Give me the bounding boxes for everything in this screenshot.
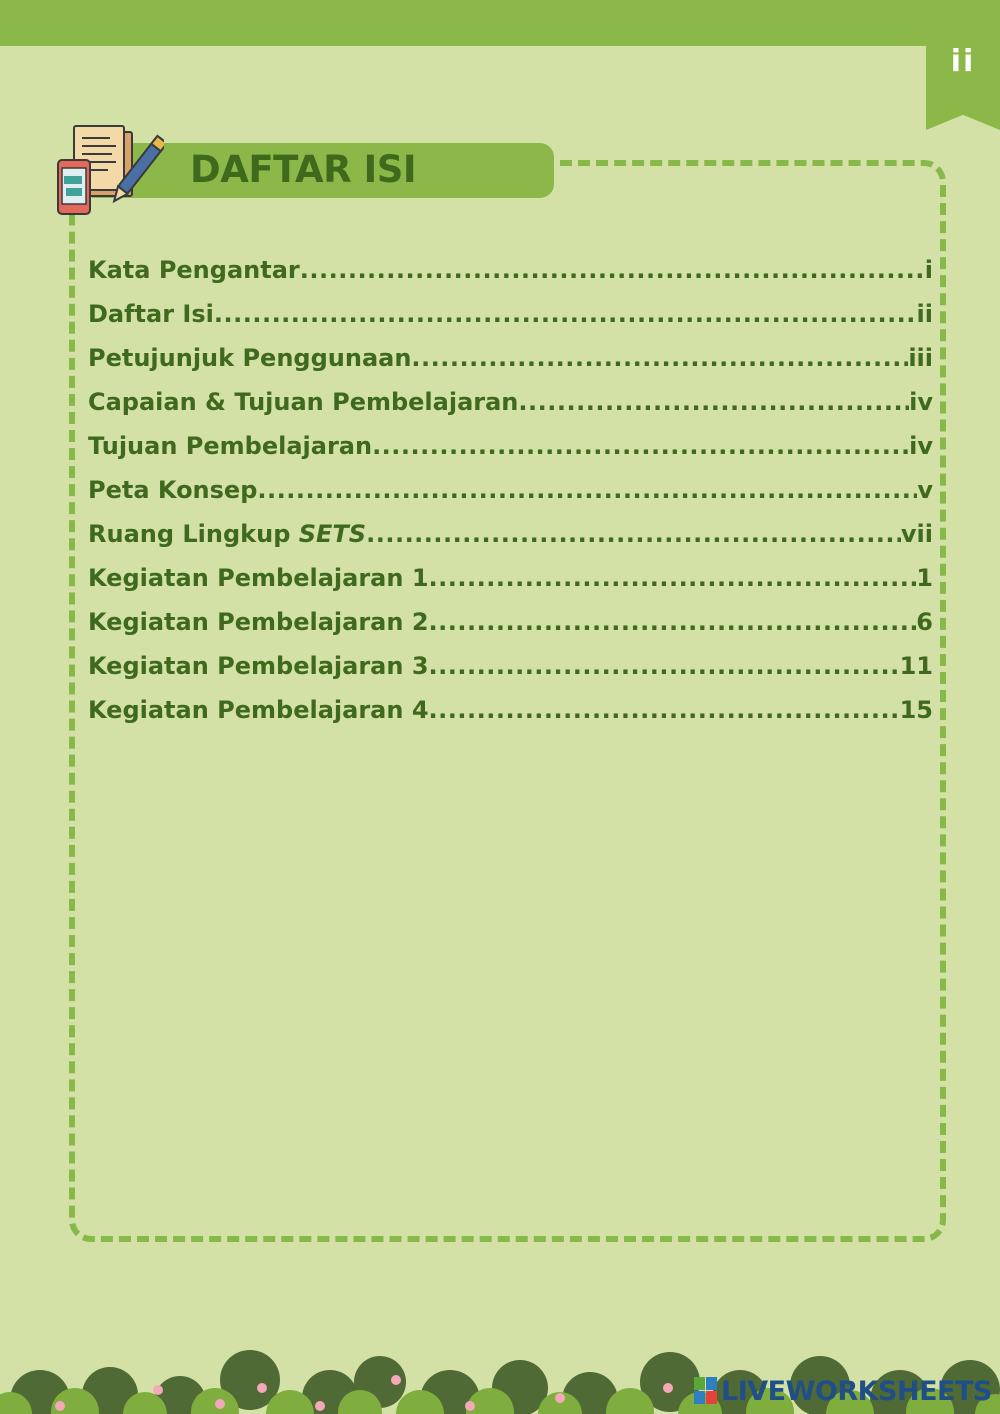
toc-entry-page: vii [900,520,933,548]
page-number: ii [950,44,976,79]
toc-entry-title-italic: SETS [298,520,367,548]
toc-entry-label [88,292,214,336]
toc-leader-dots [411,336,908,380]
toc-leader-dots [214,292,917,336]
toc-entry[interactable] [88,424,933,468]
toc-leader-dots [429,688,900,732]
toc-entry-label [88,644,429,688]
toc-leader-dots [429,600,917,644]
toc-entry-label [88,424,372,468]
toc-entry-label [88,468,257,512]
toc-entry-page: i [924,256,933,284]
toc-entry-title: Tujuan Pembelajaran [88,432,373,460]
toc-entry-label [88,556,429,600]
toc-entry[interactable] [88,600,933,644]
toc-entry-page: 1 [916,564,933,592]
toc-entry-title: Kata Pengantar [88,256,300,284]
toc-entry-page: 6 [916,608,933,636]
toc-entry-title: Petujunjuk Penggunaan [88,344,412,372]
toc-entry[interactable] [88,644,933,688]
toc-entry[interactable] [88,512,933,556]
toc-entry[interactable] [88,380,933,424]
toc-entry-label [88,336,411,380]
toc-entry-page: v [917,476,933,504]
toc-entry-label [88,600,429,644]
liveworksheets-watermark [694,1374,992,1408]
toc-entry-label [88,248,300,292]
table-of-contents [88,248,933,732]
toc-entry[interactable] [88,248,933,292]
toc-leader-dots [366,512,901,556]
toc-entry-page: 15 [899,696,933,724]
toc-entry-page: 11 [899,652,933,680]
toc-entry-title: Daftar Isi [88,300,214,328]
document-pen-phone-icon [52,120,164,220]
toc-entry-label [88,512,366,556]
toc-entry-label [88,688,429,732]
toc-leader-dots [257,468,917,512]
toc-entry[interactable] [88,556,933,600]
brand-name: LIVEWORKSHEETS [721,1375,992,1407]
toc-entry-title: Peta Konsep [88,476,258,504]
toc-leader-dots [429,556,917,600]
toc-entry-page: iii [908,344,933,372]
toc-leader-dots [372,424,909,468]
toc-entry-page: iv [909,388,933,416]
page-title: DAFTAR ISI [190,148,417,191]
toc-leader-dots [429,644,900,688]
toc-entry-page: iv [909,432,933,460]
toc-entry-label [88,380,518,424]
toc-entry-title: Kegiatan Pembelajaran 4 [88,696,429,724]
toc-entry[interactable] [88,336,933,380]
toc-leader-dots [300,248,925,292]
toc-entry-title: Kegiatan Pembelajaran 3 [88,652,429,680]
toc-entry-title: Kegiatan Pembelajaran 2 [88,608,429,636]
toc-entry-title: Ruang Lingkup [88,520,299,548]
toc-entry-page: ii [916,300,933,328]
toc-entry[interactable] [88,292,933,336]
toc-entry[interactable] [88,468,933,512]
liveworksheets-logo-icon [694,1377,718,1405]
toc-entry-title: Kegiatan Pembelajaran 1 [88,564,429,592]
toc-entry[interactable] [88,688,933,732]
toc-entry-title: Capaian & Tujuan Pembelajaran [88,388,519,416]
toc-leader-dots [518,380,909,424]
top-bar [0,0,1000,46]
